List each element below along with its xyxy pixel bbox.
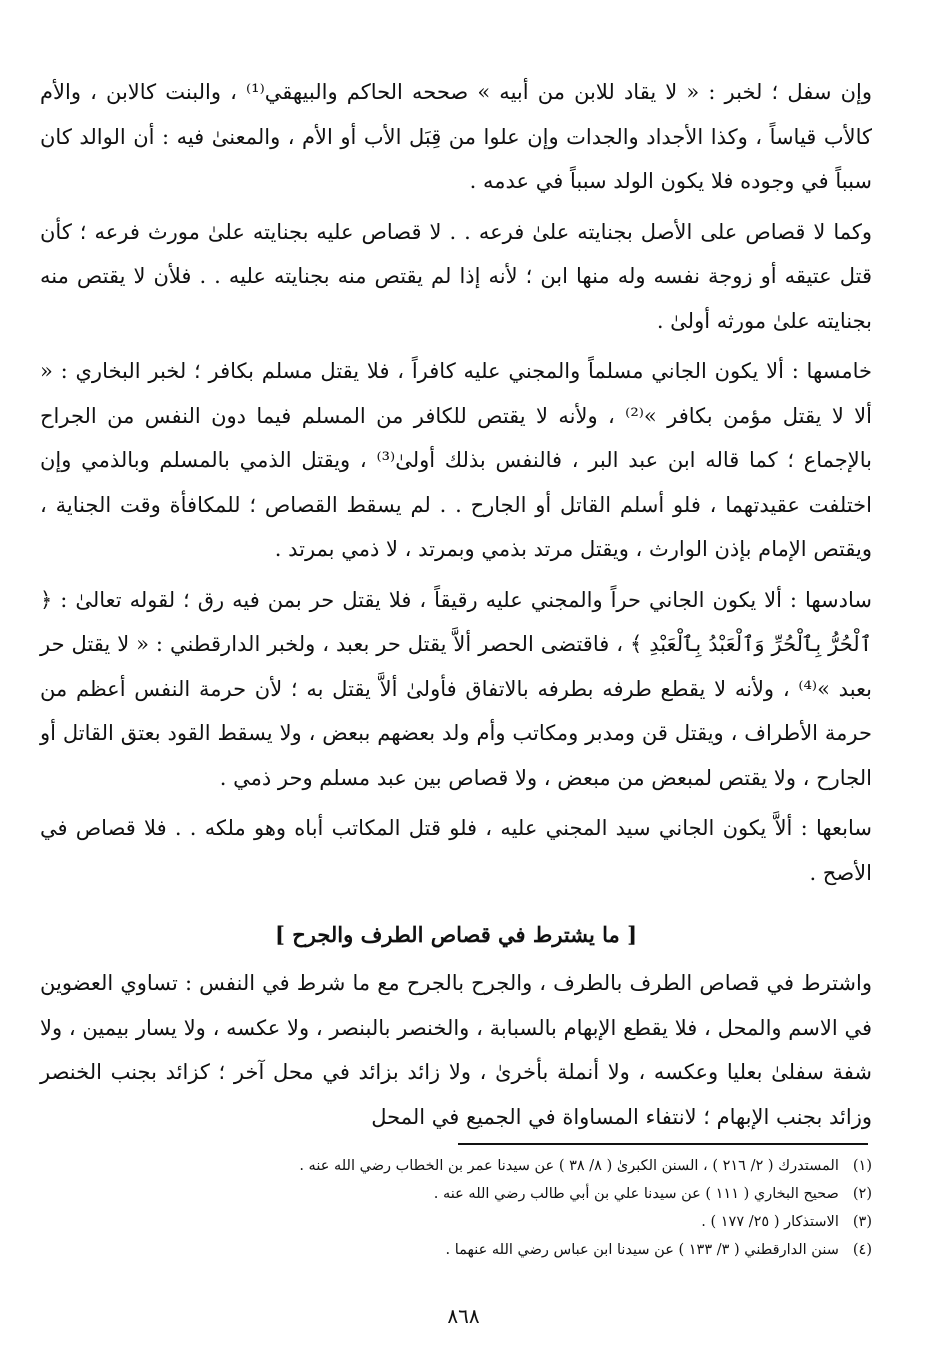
footnote-1 [40,1152,872,1180]
footnote-text: المستدرك ( ٢/ ٢١٦ ) ، السنن الكبرىٰ ( ٨/ ٣٨ ) عن سيدنا عمر بن الخطاب رضي الله عنه . [299,1158,839,1174]
paragraph-3: خامسها : ألا يكون الجاني مسلماً والمجني عليه كافراً ، فلا يقتل مسلم بكافر ؛ لخبر البخاري : « ألا لا يقتل مؤمن بكافر »⁽²⁾ ، ولأنه لا يقتص للكافر من المسلم فيما دون النفس من الجراح بالإجماع ؛ كما قاله ابن عبد البر ، فالنفس بذلك أولىٰ⁽³⁾ ، ويقتل الذمي بالمسلم وبالذمي وإن اختلفت عقيدتهما ، فلو أسلم القاتل أو الجارح . . لم يسقط القصاص ؛ للمكافأة وقت الجناية ، ويقتص الإمام بإذن الوارث ، ويقتل مرتد بذمي وبمرتد ، لا ذمي بمرتد . [40,359,873,561]
footnote-text: صحيح البخاري ( ١١١ ) عن سيدنا علي بن أبي طالب رضي الله عنه . [433,1186,839,1202]
paragraph-4: سادسها : ألا يكون الجاني حراً والمجني عليه رقيقاً ، فلا يقتل حر بمن فيه رق ؛ لقوله تعالىٰ : ﴿ ٱلْحُرُّ بِٱلْحُرِّ وَٱلْعَبْدُ بِٱلْعَبْدِ ﴾ ، فاقتضى الحصر ألاَّ يقتل حر بعبد ، ولخبر الدارقطني : « لا يقتل حر بعبد »⁽⁴⁾ ، ولأنه لا يقطع طرفه بطرفه بالاتفاق فأولىٰ ألاَّ يقتل به ؛ لأن حرمة النفس أعظم من حرمة الأطراف ، ويقتل قن ومدبر ومكاتب وأم ولد بعضهم ببعض ، ولا يسقط القود بعتق القاتل أو الجارح ، ولا يقتص لمبعض من مبعض ، ولا قصاص بين عبد مسلم وحر ذمي . [40,587,873,790]
footnote-2 [40,1180,872,1208]
paragraph-1: وإن سفل ؛ لخبر : « لا يقاد للابن من أبيه » صححه الحاكم والبيهقي⁽¹⁾ ، والبنت كالابن ، والأم كالأب قياساً ، وكذا الأجداد والجدات وإن علوا من قِبَل الأب أو الأم ، والمعنىٰ فيه : أن الوالد كان سبباً في وجوده فلا يكون الولد سبباً في عدمه . [40,80,873,193]
paragraph-6: واشترط في قصاص الطرف بالطرف ، والجرح بالجرح مع ما شرط في النفس : تساوي العضوين في الاسم والمحل ، فلا يقطع الإبهام بالسبابة ، والخنصر بالبنصر ، ولا عكسه ، ولا يسار بيمين ، ولا شفة سفلىٰ بعليا وعكسه ، ولا أنملة بأخرىٰ ، ولا زائد بزائد في محل آخر ؛ كزائد بجنب الخنصر وزائد بجنب الإبهام ؛ لانتفاء المساواة في الجميع في المحل [40,971,872,1129]
section-heading: [ ما يشترط في قصاص الطرف والجرح ] [274,922,638,947]
footnote-text: الاستذكار ( ٢٥/ ١٧٧ ) . [701,1214,839,1230]
footnote-divider [458,1143,868,1145]
footnote-text: سنن الدارقطني ( ٣/ ١٣٣ ) عن سيدنا ابن عباس رضي الله عنهما . [445,1242,839,1258]
footnote-number: (١) [852,1158,872,1174]
footnote-3 [40,1208,872,1236]
footnote-4 [40,1236,872,1264]
page-number: ٨٦٨ [447,1304,480,1328]
footnote-number: (٣) [852,1214,872,1230]
paragraph-5: سابعها : ألاَّ يكون الجاني سيد المجني عليه ، فلو قتل المكاتب أباه وهو ملكه . . فلا قصاص في الأصح . [40,816,872,885]
footnotes [40,1152,872,1264]
footnote-number: (٢) [852,1186,872,1202]
footnote-number: (٤) [852,1242,872,1258]
paragraph-2: وكما لا قصاص على الأصل بجنايته علىٰ فرعه . . لا قصاص عليه بجنايته علىٰ مورث فرعه ؛ كأن قتل عتيقه أو زوجة نفسه وله منها ابن ؛ لأنه إذا لم يقتص منه بجنايته عليه . . فلأن لا يقتص منه بجنايته علىٰ مورثه أولىٰ . [40,219,872,333]
main-text [40,70,872,1139]
